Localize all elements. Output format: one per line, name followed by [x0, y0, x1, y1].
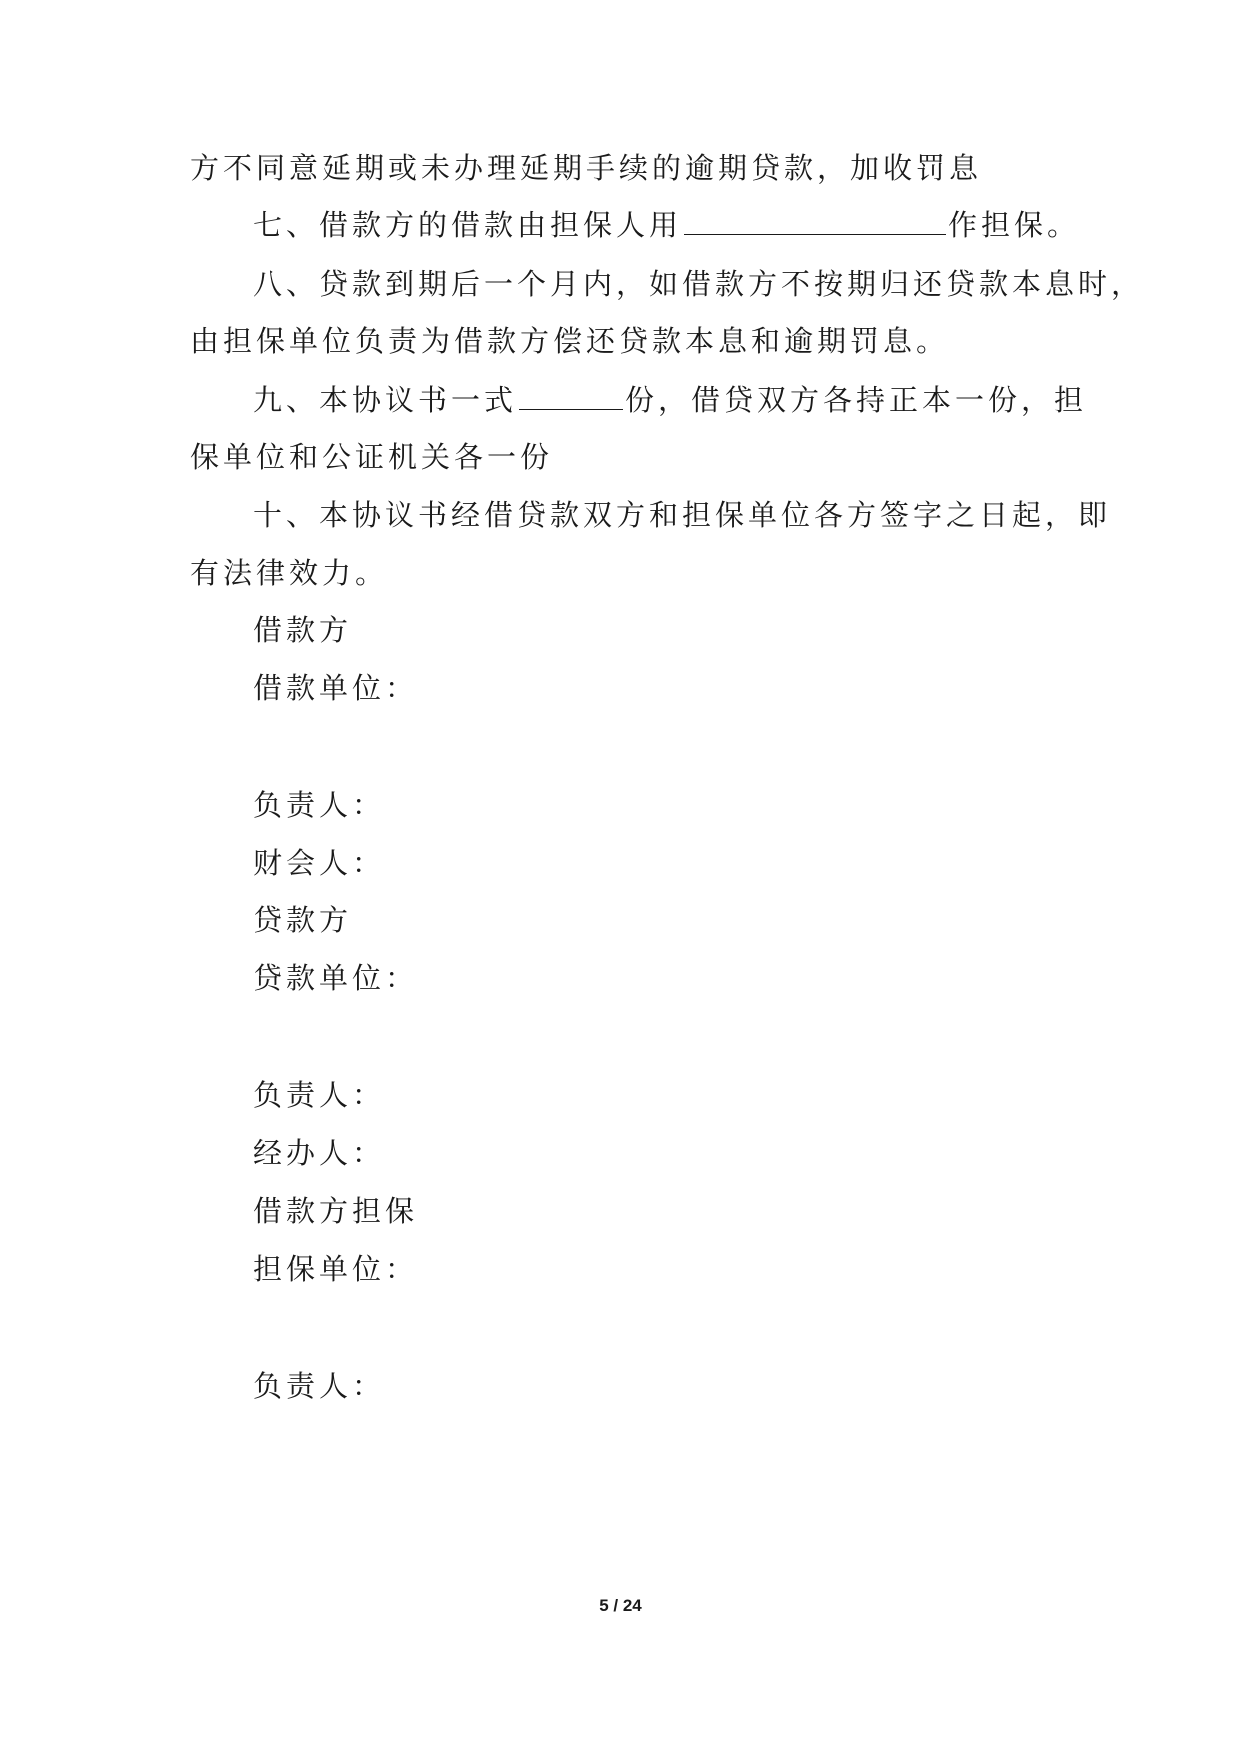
lender-title: 贷款方	[253, 903, 353, 937]
clause-ten-line-2	[190, 555, 388, 591]
text-line: 方不同意延期或未办理延期手续的逾期贷款，加收罚息	[190, 151, 983, 185]
text-line: 有法律效力。	[190, 556, 389, 590]
clause-seven	[253, 207, 1080, 243]
borrower-title: 借款方	[253, 613, 353, 647]
text-line: 七、借款方的借款由担保人用	[253, 208, 683, 242]
text-line: 十、本协议书经借贷款双方和担保单位各方签字之日起，即	[253, 498, 1112, 532]
clause-nine-line-2	[190, 439, 553, 475]
text-line: 作担保。	[948, 208, 1081, 242]
guarantor-title: 借款方担保	[253, 1194, 419, 1228]
borrower-head-label: 负责人：	[253, 788, 386, 822]
guarantor-unit-label: 担保单位：	[253, 1252, 419, 1286]
guarantor-head-label: 负责人：	[253, 1369, 386, 1403]
text-line: 由担保单位负责为借款方偿还贷款本息和逾期罚息。	[190, 324, 950, 358]
clause-ten-line-1	[253, 497, 1111, 533]
page-number: 5 / 24	[599, 1596, 642, 1615]
borrower-finance-label: 财会人：	[253, 846, 386, 880]
text-line: 保单位和公证机关各一份	[190, 440, 554, 474]
clause-eight-line-2	[190, 323, 949, 359]
text-line: 九、本协议书一式	[253, 383, 518, 417]
borrower-unit-label: 借款单位：	[253, 671, 419, 705]
lender-handler-label: 经办人：	[253, 1136, 386, 1170]
paragraph-line-continuation	[190, 150, 982, 186]
text-line: 份，借贷双方各持正本一份，担	[625, 383, 1088, 417]
clause-nine-line-1	[253, 382, 1087, 418]
fill-in-blank-guarantee[interactable]	[684, 210, 946, 235]
text-line: 八、贷款到期后一个月内，如借款方不按期归还贷款本息时，	[253, 267, 1145, 301]
fill-in-blank-copies[interactable]	[519, 385, 623, 410]
clause-eight-line-1	[253, 266, 1144, 302]
lender-unit-label: 贷款单位：	[253, 961, 419, 995]
lender-head-label: 负责人：	[253, 1078, 386, 1112]
